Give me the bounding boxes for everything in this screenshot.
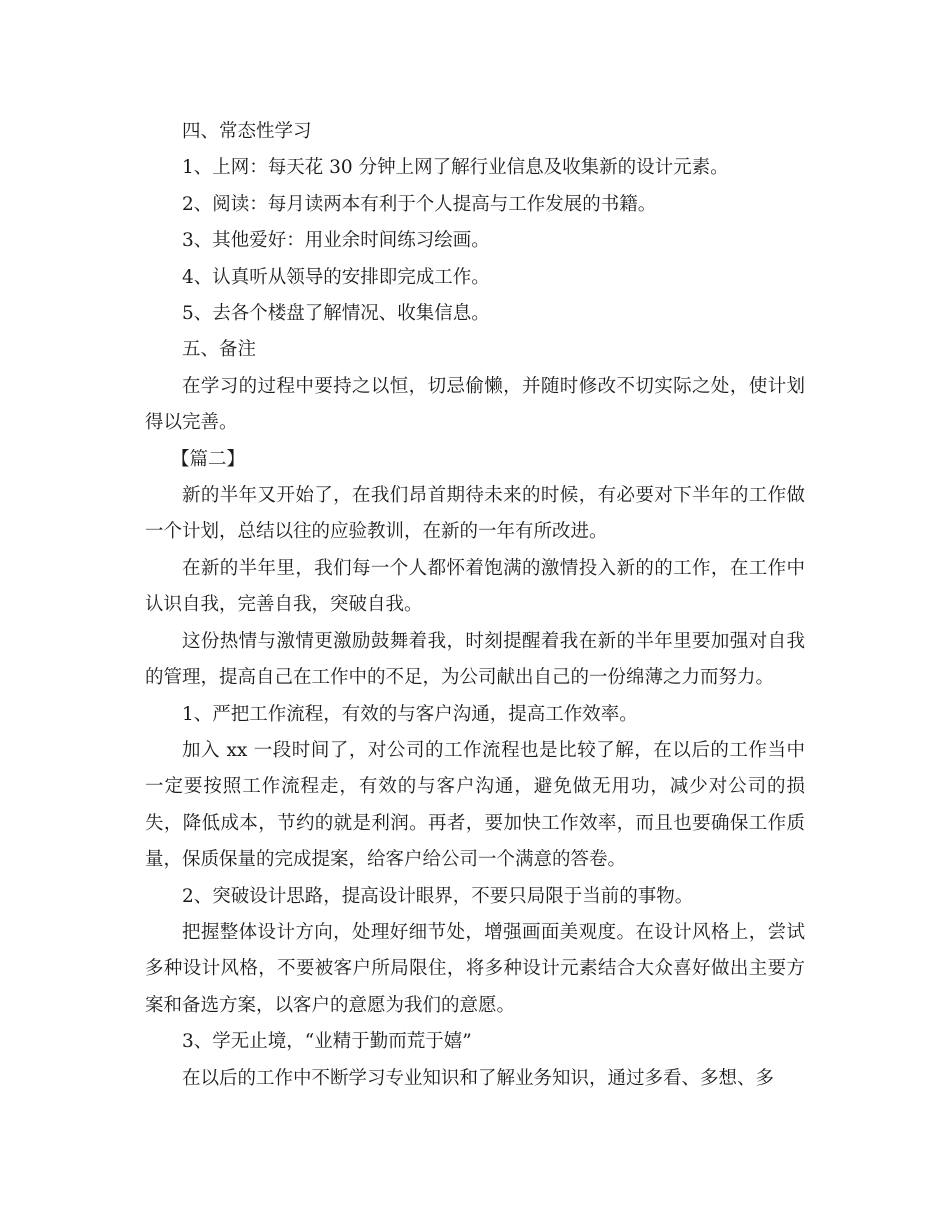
point-heading-3: 3、学无止境，“业精于勤而荒于嬉” <box>182 1031 472 1053</box>
paragraph-learning: 在以后的工作中不断学习专业知识和了解业务知识，通过多看、多想、多 <box>182 1067 775 1089</box>
paragraph-workflow: 加入 xx 一段时间了，对公司的工作流程也是比较了解，在以后的工作当中一定要按照工作流程走，有效的与客户沟通，避免做无用功，减少对公司的损失，降低成本，节约的就是利润。再者，要加快工作效率，而且也要确保工作质量，保质保量的完成提案，给客户给公司一个满意的答卷。 <box>145 739 805 871</box>
list-item-2: 2、阅读：每月读两本有利于个人提高与工作发展的书籍。 <box>182 193 657 215</box>
list-item-3: 3、其他爱好：用业余时间练习绘画。 <box>182 230 490 252</box>
point-heading-1: 1、严把工作流程，有效的与客户沟通，提高工作效率。 <box>182 703 638 725</box>
paragraph-note: 在学习的过程中要持之以恒，切忌偷懒，并随时修改不切实际之处，使计划得以完善。 <box>145 375 805 434</box>
section-heading-5: 五、备注 <box>182 339 257 361</box>
section-heading-4: 四、常态性学习 <box>182 121 312 142</box>
paragraph-intro: 新的半年又开始了，在我们昂首期待未来的时候，有必要对下半年的工作做一个计划，总结以往的应验教训，在新的一年有所改进。 <box>145 485 805 543</box>
document-body <box>145 114 805 1097</box>
list-item-4: 4、认真听从领导的安排即完成工作。 <box>182 266 490 288</box>
list-item-1: 1、上网：每天花 30 分钟上网了解行业信息及收集新的设计元素。 <box>182 157 729 179</box>
paragraph-passion: 这份热情与激情更激励鼓舞着我，时刻提醒着我在新的半年里要加强对自我的管理，提高自己在工作中的不足，为公司献出自己的一份绵薄之力而努力。 <box>145 630 805 689</box>
list-item-5: 5、去各个楼盘了解情况、收集信息。 <box>182 303 490 325</box>
point-heading-2: 2、突破设计思路，提高设计眼界，不要只局限于当前的事物。 <box>182 885 694 907</box>
part-heading: 【篇二】 <box>171 448 246 470</box>
paragraph-design: 把握整体设计方向，处理好细节处，增强画面美观度。在设计风格上，尝试多种设计风格，不要被客户所局限住，将多种设计元素结合大众喜好做出主要方案和备选方案，以客户的意愿为我们的意愿。 <box>145 921 805 1016</box>
paragraph-new-half-year: 在新的半年里，我们每一个人都怀着饱满的激情投入新的的工作，在工作中认识自我，完善自我，突破自我。 <box>145 557 805 616</box>
